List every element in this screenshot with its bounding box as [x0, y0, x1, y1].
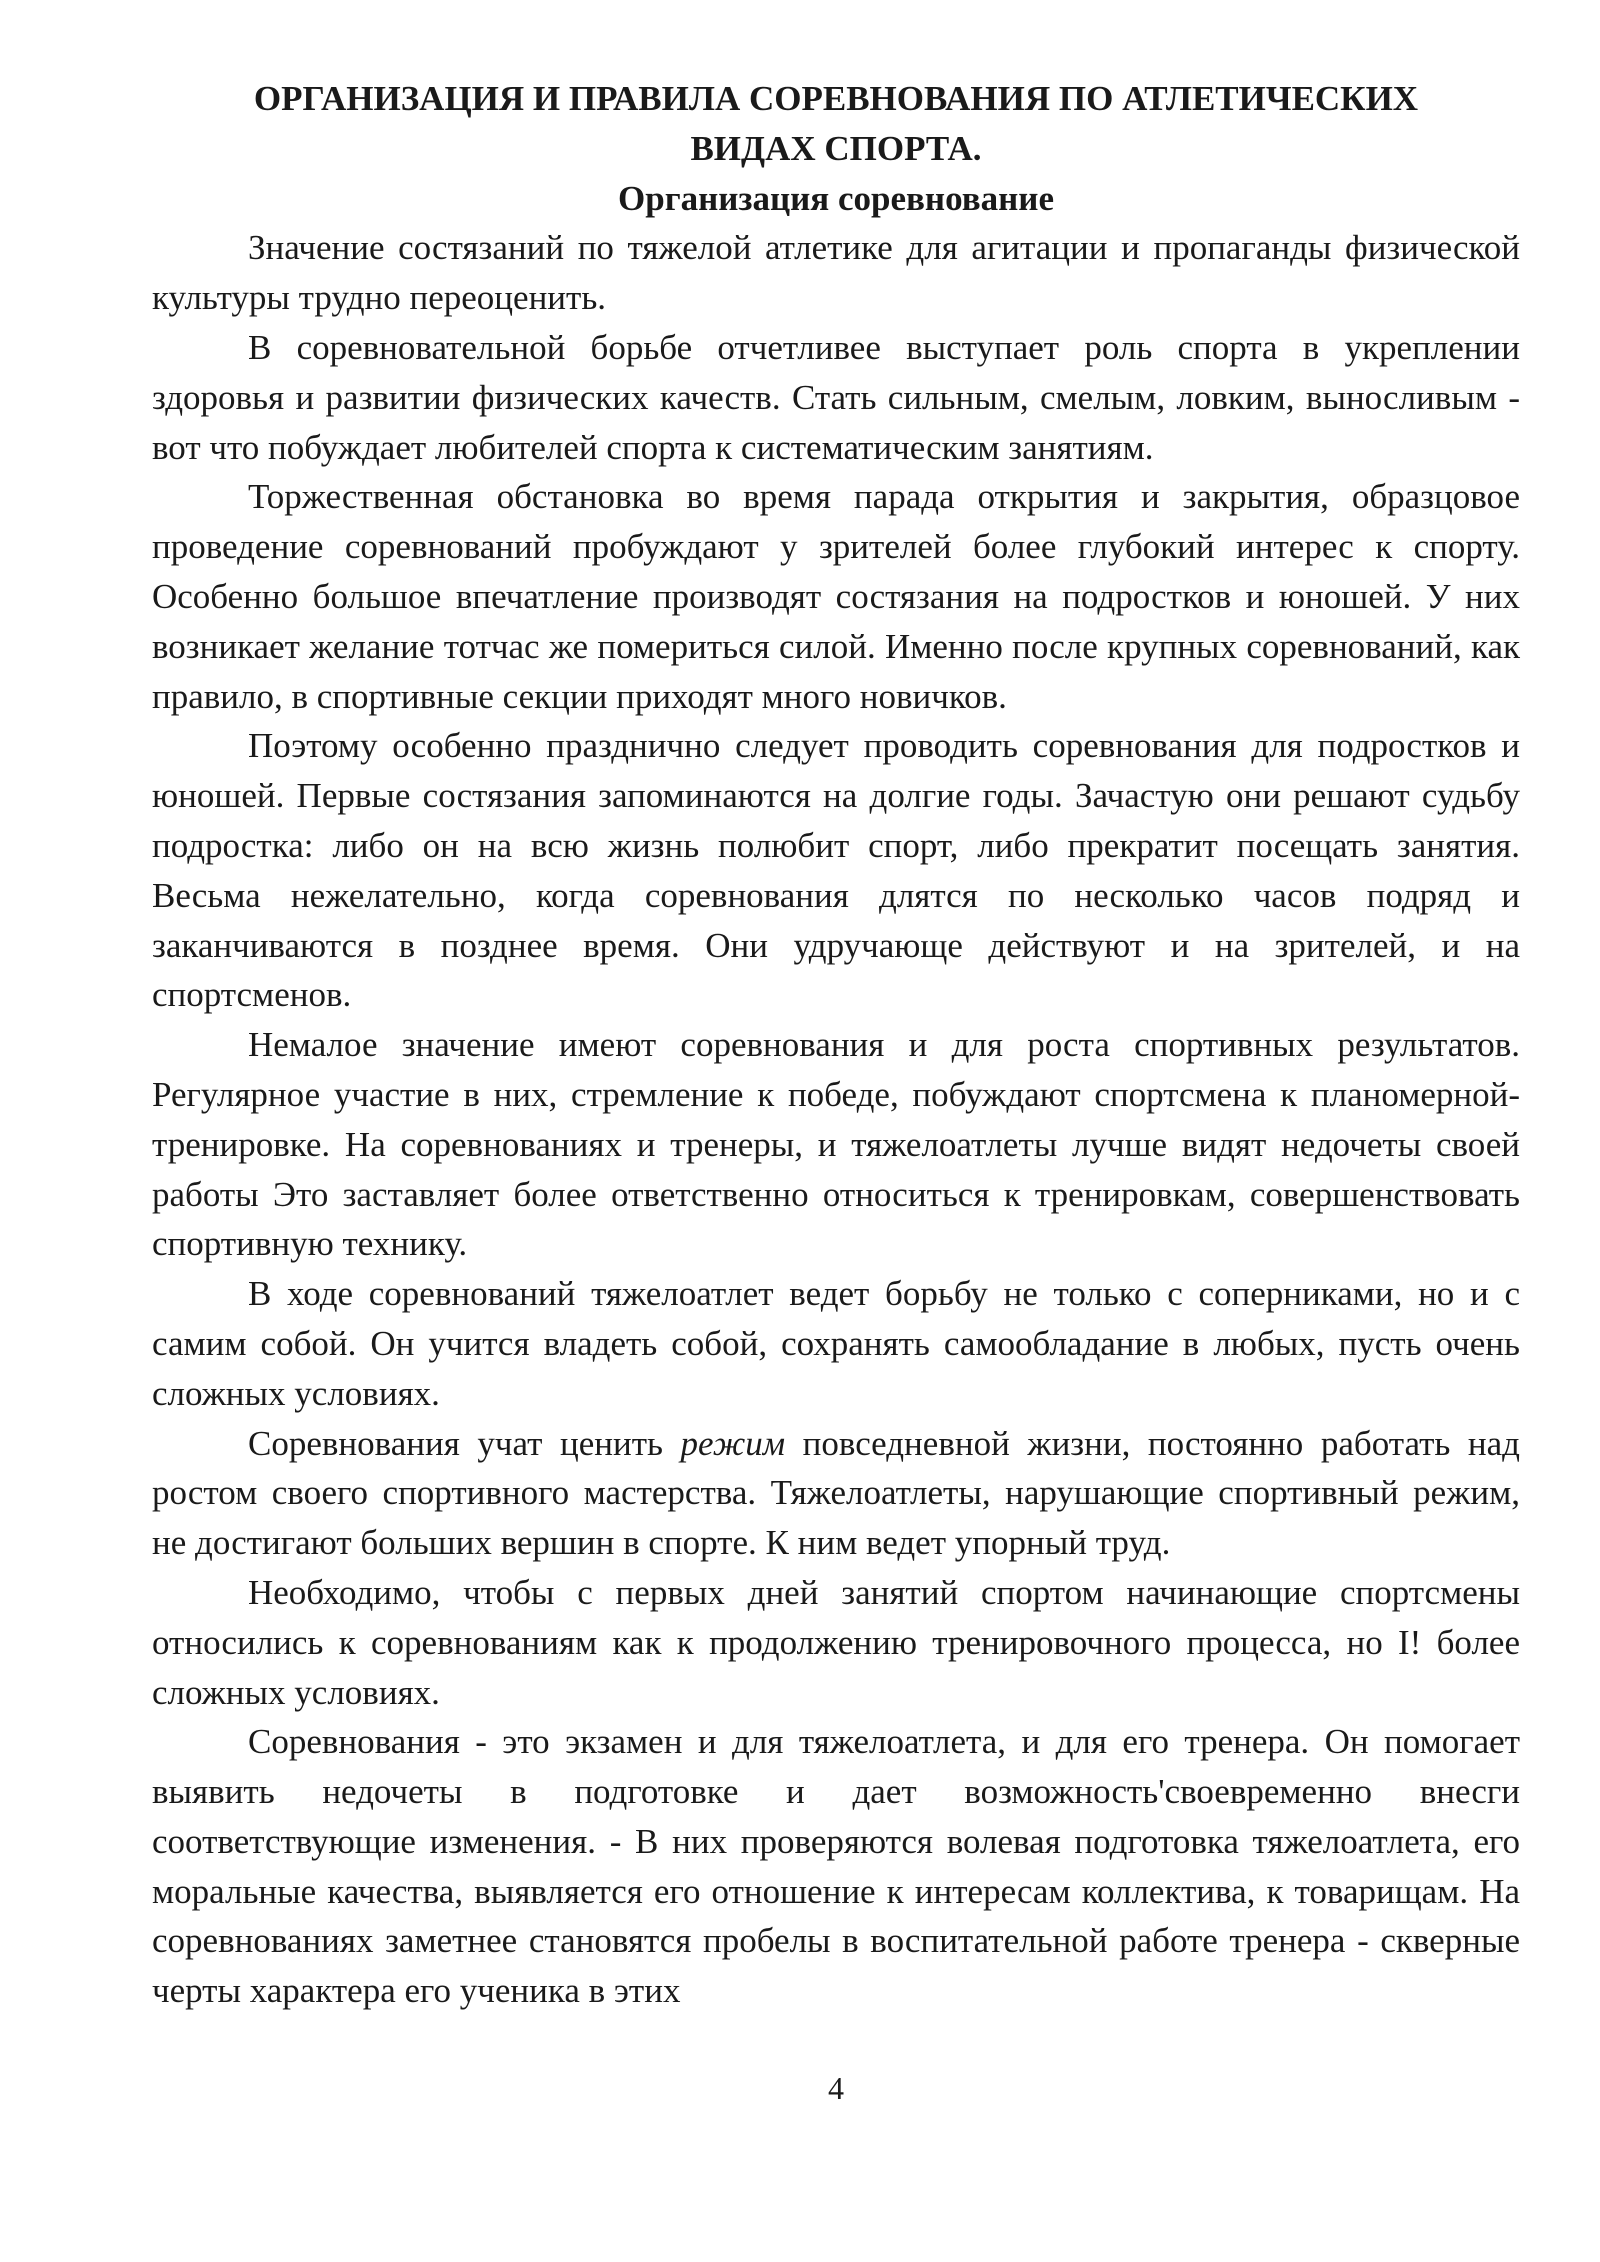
document-title: ОРГАНИЗАЦИЯ И ПРАВИЛА СОРЕВНОВАНИЯ ПО АТЛЕТИЧЕСКИХ ВИДАХ СПОРТА.	[253, 79, 1419, 168]
paragraph: В ходе соревнований тяжелоатлет ведет борьбу не только с соперниками, но и с самим собой. Он учится владеть собой, сохранять самообладание в любых, пусть очень сложных условиях.	[152, 1274, 1520, 1413]
paragraph	[152, 1419, 1520, 1568]
emphasized-word: режим	[680, 1423, 786, 1463]
paragraph: Торжественная обстановка во время парада открытия и закрытия, образцовое проведение соревнований пробуждают у зрителей более глубокий интерес к спорту. Особенно большое впечатление производят состязания на подростков и юношей. У них возникает желание тотчас же помериться силой. Именно после крупных соревнований, как правило, в спортивные секции приходят много новичков.	[152, 477, 1520, 716]
paragraph: Поэтому особенно празднично следует проводить соревнования для подростков и юношей. Первые состязания запоминаются на долгие годы. Зачастую они решают судьбу подростка: либо он на всю жизнь полюбит спорт, либо прекратит посещать занятия. Весьма нежелательно, когда соревнования длятся по несколько часов подряд и заканчиваются в позднее время. Они удручающе действуют и на зрителей, и на спортсменов.	[152, 726, 1520, 1015]
paragraph-text: повседневной жизни, постоянно работать над ростом своего спортивного мастерства. Тяжелоатлеты, нарушающие спортивный режим, не достигают больших вершин в спорте. К ним ведет упорный труд.	[152, 1423, 1520, 1563]
section-subtitle: Организация соревнование	[618, 178, 1054, 218]
paragraph: Значение состязаний по тяжелой атлетике для агитации и пропаганды физической культуры трудно переоценить.	[152, 228, 1520, 318]
paragraph: Необходимо, чтобы с первых дней занятий спортом начинающие спортсмены относились к соревнованиям как к продолжению тренировочного процесса, но I! более сложных условиях.	[152, 1572, 1520, 1712]
paragraph-text: Соревнования учат ценить	[248, 1423, 681, 1463]
paragraph: Немалое значение имеют соревнования и для роста спортивных результатов. Регулярное участие в них, стремление к победе, побуждают спортсмена к планомерной- тренировке. На соревнованиях и тренеры, и тяжелоатлеты лучше видят недочеты своей работы Это заставляет более ответственно относиться к тренировкам, совершенствовать спортивную технику.	[152, 1025, 1520, 1264]
paragraph: Соревнования - это экзамен и для тяжелоатлета, и для его тренера. Он помогает выявить недочеты в подготовке и дает возможность'своевременно внесги соответствующие изменения. - В них проверяются волевая подготовка тяжелоатлета, его моральные качества, выявляется его отношение к интересам коллектива, к товарищам. На соревнованиях заметнее становятся пробелы в воспитательной работе тренера - скверные черты характера его ученика в этих	[152, 1722, 1520, 2011]
page-content	[152, 74, 1520, 2016]
page-number: 4	[828, 2070, 844, 2106]
paragraph: В соревновательной борьбе отчетливее выступает роль спорта в укреплении здоровья и развитии физических качеств. Стать сильным, смелым, ловким, выносливым - вот что побуждает любителей спорта к систематическим занятиям.	[152, 327, 1520, 467]
